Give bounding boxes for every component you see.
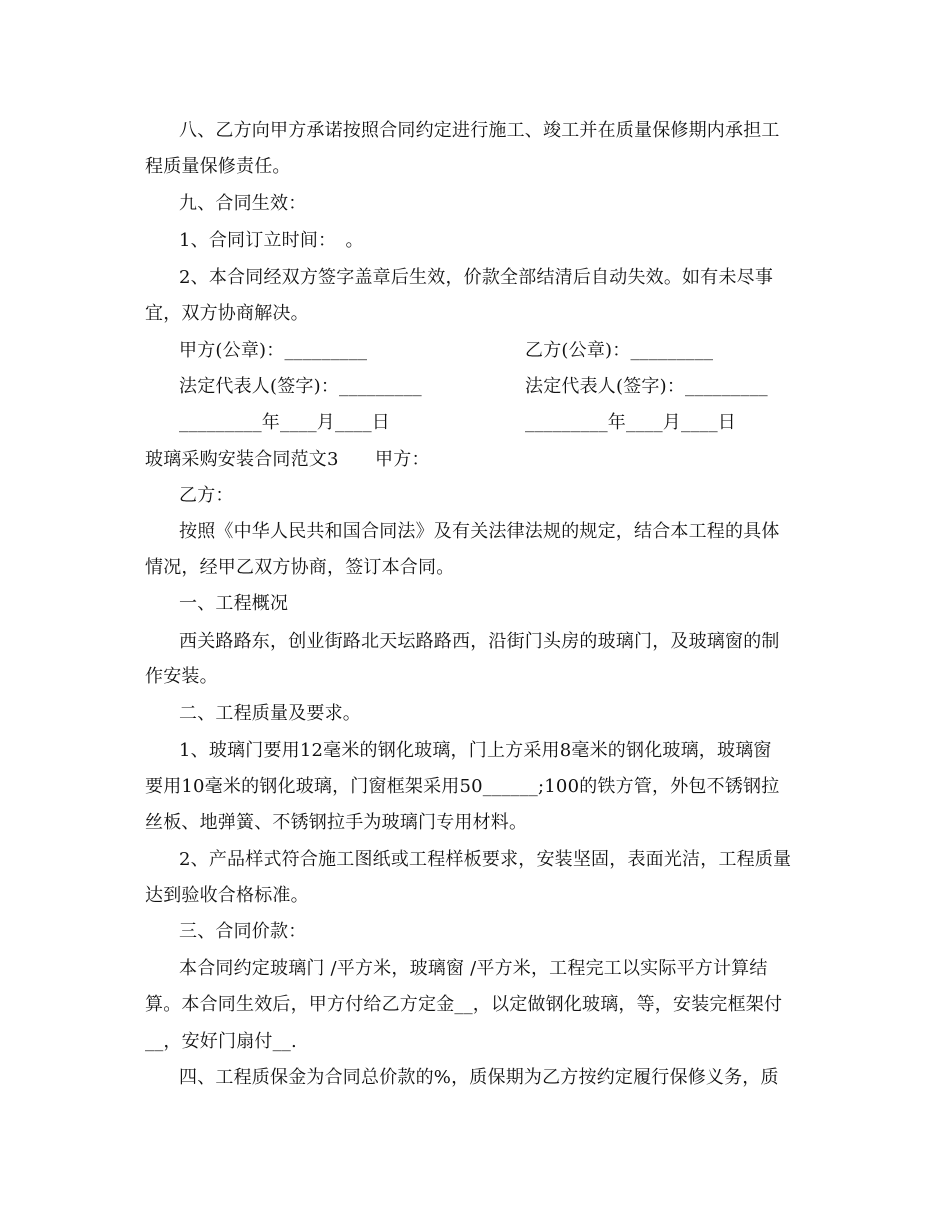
sec2-heading: 二、工程质量及要求。	[179, 703, 361, 724]
sec2-item1-line1: 1、玻璃门要用12毫米的钢化玻璃，门上方采用8毫米的钢化玻璃，玻璃窗	[179, 740, 772, 761]
party-b-seal: 乙方(公章)：_________	[525, 340, 714, 361]
section8-line2: 程质量保修责任。	[145, 156, 291, 177]
sec2-item1-line3: 丝板、地弹簧、不锈钢拉手为玻璃门专用材料。	[145, 812, 528, 833]
sec1-heading: 一、工程概况	[179, 593, 289, 614]
section9-heading: 九、合同生效：	[179, 193, 307, 214]
sec2-item2-line2: 达到验收合格标准。	[145, 885, 309, 906]
sec3-line2: 算。本合同生效后，甲方付给乙方定金__，以定做钢化玻璃，等，安装完框架付	[145, 994, 783, 1015]
contract3-title: 玻璃采购安装合同范文3 甲方：	[145, 449, 430, 470]
section9-item2-line2: 宜，双方协商解决。	[145, 303, 309, 324]
section8-line1: 八、乙方向甲方承诺按照合同约定进行施工、竣工并在质量保修期内承担工	[179, 120, 780, 141]
sec1-line2: 作安装。	[145, 666, 218, 687]
sec3-heading: 三、合同价款：	[179, 921, 307, 942]
sec4-line1: 四、工程质保金为合同总价款的%，质保期为乙方按约定履行保修义务，质	[179, 1067, 779, 1088]
sec2-item1-line2: 要用10毫米的钢化玻璃，门窗框架采用50______;100的铁方管，外包不锈钢拉	[145, 776, 780, 797]
contract3-party-b: 乙方：	[179, 485, 234, 506]
contract3-intro-line1: 按照《中华人民共和国合同法》及有关法律法规的规定，结合本工程的具体	[179, 521, 780, 542]
sec2-item2-line1: 2、产品样式符合施工图纸或工程样板要求，安装坚固，表面光洁，工程质量	[179, 849, 792, 870]
party-a-date: _________年____月____日	[179, 412, 390, 433]
party-b-representative: 法定代表人(签字)：_________	[525, 376, 768, 397]
party-a-seal: 甲方(公章)：_________	[179, 340, 368, 361]
sec3-line3: __，安好门扇付__.	[145, 1031, 297, 1052]
sec1-line1: 西关路路东，创业街路北天坛路路西，沿街门头房的玻璃门，及玻璃窗的制	[179, 631, 780, 652]
party-b-date: _________年____月____日	[525, 412, 736, 433]
section9-item1: 1、合同订立时间： 。	[179, 230, 364, 251]
sec3-line1: 本合同约定玻璃门 /平方米，玻璃窗 /平方米，工程完工以实际平方计算结	[179, 958, 768, 979]
party-a-representative: 法定代表人(签字)：_________	[179, 376, 422, 397]
section9-item2-line1: 2、本合同经双方签字盖章后生效，价款全部结清后自动失效。如有未尽事	[179, 267, 774, 288]
contract3-intro-line2: 情况，经甲乙双方协商，签订本合同。	[145, 557, 455, 578]
